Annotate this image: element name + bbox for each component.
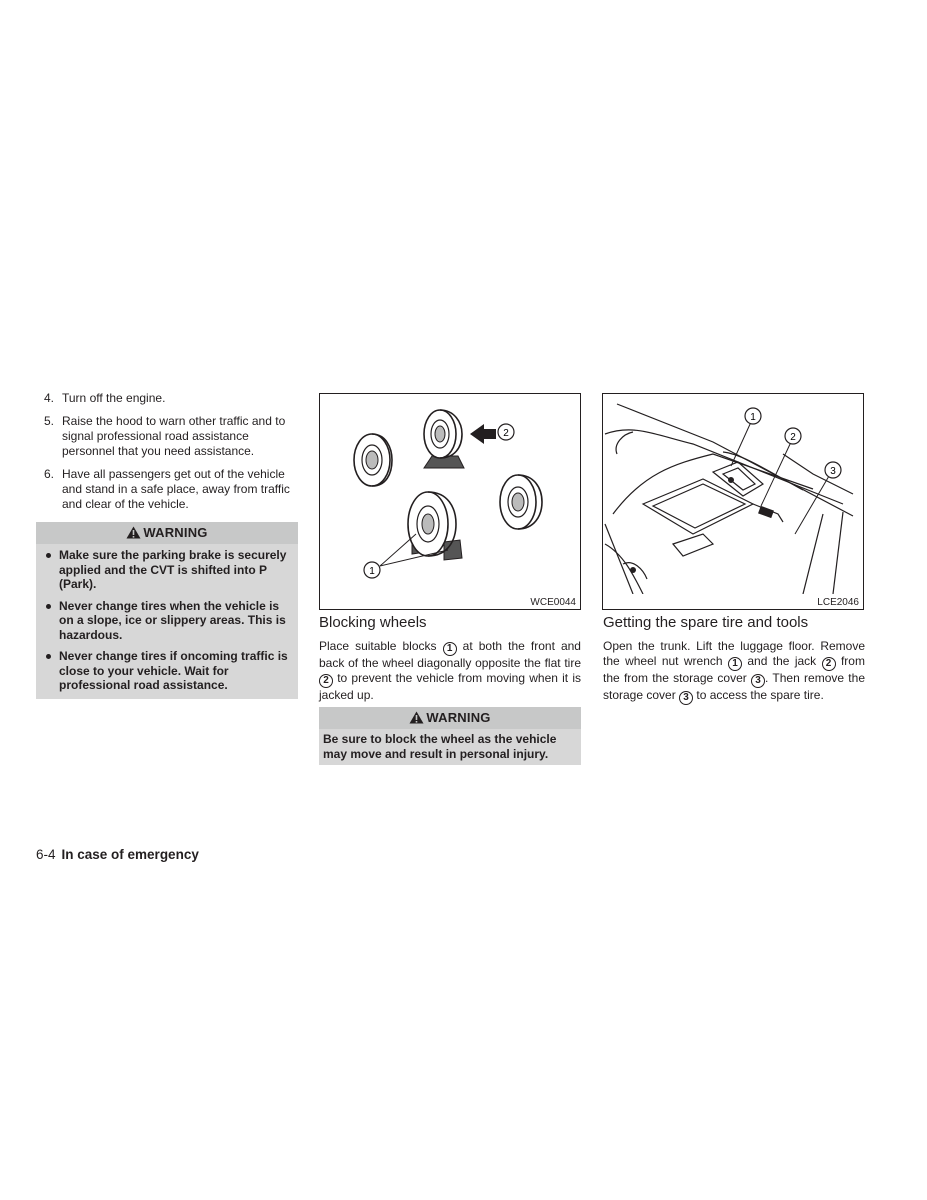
text: . Then remove the storage cover	[603, 670, 865, 702]
spare-tire-figure	[602, 393, 864, 610]
warning-title: WARNING	[426, 710, 491, 725]
left-column	[36, 391, 298, 699]
page-footer	[36, 847, 199, 862]
text: at both the front and back of the wheel diagonally opposite the flat tire	[319, 639, 581, 670]
text: from the from the storage cover	[603, 653, 865, 685]
text: to prevent the vehicle from moving when it is jacked up.	[319, 670, 581, 702]
step-text: Turn off the engine.	[62, 391, 166, 405]
step-6	[36, 467, 298, 512]
callout-label: 2	[790, 432, 796, 443]
step-number: 5.	[44, 414, 55, 428]
callout-3-icon: 3	[751, 674, 765, 688]
blocking-wheels-heading: Blocking wheels	[319, 614, 427, 631]
warning-item-text: Make sure the parking brake is securely applied and the CVT is shifted into P (Park).	[59, 548, 287, 591]
callout-3-icon: 3	[679, 691, 693, 705]
step-4	[36, 391, 298, 406]
tire-icon	[408, 492, 462, 560]
warning-item	[42, 649, 292, 693]
figure-code: WCE0044	[530, 597, 576, 608]
callout-1-icon: 1	[443, 642, 457, 656]
callout-2-icon: 2	[822, 657, 836, 671]
warning-box	[319, 707, 581, 765]
bullet-icon	[46, 553, 51, 558]
warning-header	[319, 707, 581, 729]
warning-triangle-icon	[409, 711, 424, 724]
warning-title: WARNING	[143, 525, 208, 540]
figure-code: LCE2046	[817, 597, 859, 608]
blocking-wheels-paragraph	[319, 639, 581, 702]
bullet-icon	[46, 604, 51, 609]
step-number: 4.	[44, 391, 55, 405]
spare-tire-heading: Getting the spare tire and tools	[603, 614, 809, 631]
blocking-wheels-figure	[319, 393, 581, 610]
step-text: Raise the hood to warn other traffic and to signal professional road assistance personnel that you need assistance.	[62, 414, 286, 458]
warning-list	[36, 544, 298, 699]
callout-label: 1	[369, 566, 375, 577]
callout-1-icon: 1	[728, 657, 742, 671]
text: Place suitable blocks	[319, 639, 437, 653]
text: Open the trunk. Lift the luggage floor. Remove the wheel nut wrench	[603, 639, 865, 668]
spare-tire-paragraph	[603, 639, 865, 705]
callout-label: 3	[830, 466, 836, 477]
step-5	[36, 414, 298, 459]
tire-icon	[424, 410, 464, 468]
section-title: In case of emergency	[61, 847, 199, 862]
warning-item	[42, 599, 292, 643]
warning-box	[36, 522, 298, 699]
step-text: Have all passengers get out of the vehicle and stand in a safe place, away from traffic and clear of the vehicle.	[62, 467, 290, 511]
tire-icon	[354, 434, 392, 486]
wheel-blocks-illustration	[320, 394, 580, 594]
step-number: 6.	[44, 467, 55, 481]
warning-triangle-icon	[126, 526, 141, 539]
trunk-illustration	[603, 394, 863, 594]
warning-item-text: Never change tires when the vehicle is on a slope, ice or slippery areas. This is hazardous.	[59, 598, 286, 642]
text: and the jack	[747, 653, 817, 668]
callout-label: 2	[503, 428, 509, 439]
arrow-icon	[470, 424, 496, 444]
warning-header	[36, 522, 298, 544]
warning-item	[42, 548, 292, 592]
tire-icon	[500, 475, 542, 529]
warning-text: Be sure to block the wheel as the vehicle may move and result in personal injury.	[323, 732, 557, 761]
callout-label: 1	[750, 412, 756, 423]
callout-2-icon: 2	[319, 674, 333, 688]
text: to access the spare tire.	[696, 687, 824, 702]
page-number: 6-4	[36, 847, 56, 862]
bullet-icon	[46, 654, 51, 659]
warning-item-text: Never change tires if oncoming traffic is close to your vehicle. Wait for professional road assistance.	[59, 649, 288, 692]
